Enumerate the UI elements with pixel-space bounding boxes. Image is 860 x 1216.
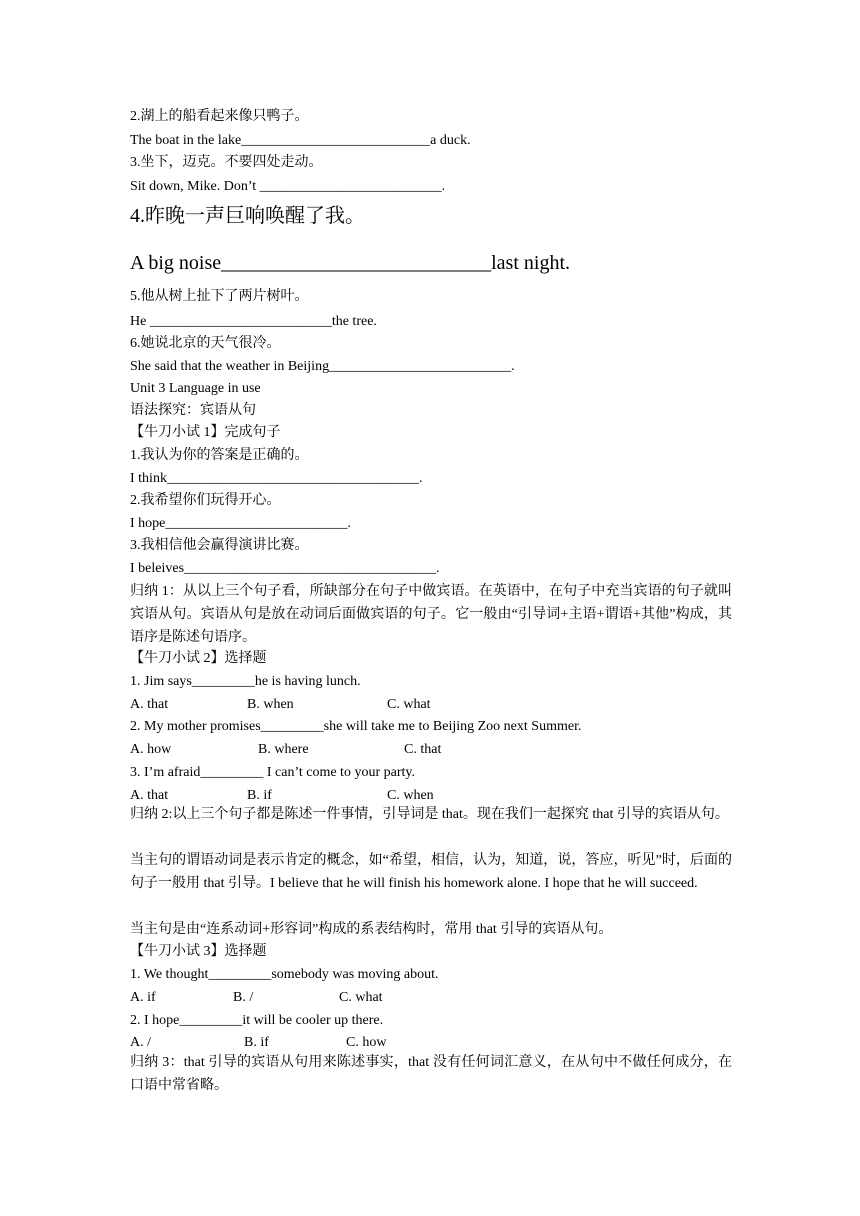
practice-3-q1-option-a: A. if xyxy=(130,990,156,1005)
practice-3-heading: 【牛刀小试 3】选择题 xyxy=(130,944,267,959)
practice-3-q2-option-c: C. how xyxy=(346,1035,387,1050)
summary-2-rule-1: 当主句的谓语动词是表示肯定的概念，如“希望，相信，认为，知道，说，答应，听见”时，后面的句子一般用 that 引导。I believe that he will finish his homework alone. I hope that he will succeed. xyxy=(130,853,732,891)
summary-2: 归纳 2:以上三个句子都是陈述一件事情，引导词是 that。现在我们一起探究 that 引导的宾语从句。 xyxy=(130,807,729,822)
grammar-heading: 语法探究：宾语从句 xyxy=(130,403,256,418)
practice-1-item-1-english: I think____________________________________. xyxy=(130,471,423,486)
practice-3-q2-option-b: B. if xyxy=(244,1035,269,1050)
question-5-english: He __________________________the tree. xyxy=(130,314,377,329)
question-4-english: A big noise___________________________last night. xyxy=(130,252,570,274)
practice-2-q1-option-a: A. that xyxy=(130,697,169,712)
question-4-chinese: 4.昨晚一声巨响唤醒了我。 xyxy=(130,205,365,227)
practice-2-q1-option-b: B. when xyxy=(247,697,294,712)
practice-2-question-1: 1. Jim says_________he is having lunch. xyxy=(130,674,361,689)
practice-2-q2-option-c: C. that xyxy=(404,742,442,757)
question-3-english: Sit down, Mike. Don’t __________________________. xyxy=(130,179,446,194)
practice-1-item-2-english: I hope__________________________. xyxy=(130,516,351,531)
practice-2-heading: 【牛刀小试 2】选择题 xyxy=(130,651,267,666)
practice-2-q1-option-c: C. what xyxy=(387,697,431,712)
practice-3-question-1: 1. We thought_________somebody was moving about. xyxy=(130,967,439,982)
question-2-chinese: 2.湖上的船看起来像只鸭子。 xyxy=(130,109,309,124)
practice-2-q2-option-a: A. how xyxy=(130,742,172,757)
question-6-english: She said that the weather in Beijing__________________________. xyxy=(130,359,515,374)
practice-2-q2-option-b: B. where xyxy=(258,742,309,757)
practice-2-q3-option-c: C. when xyxy=(387,788,434,803)
practice-2-q3-option-b: B. if xyxy=(247,788,272,803)
summary-1: 归纳 1：从以上三个句子看，所缺部分在句子中做宾语。在英语中，在句子中充当宾语的句子就叫宾语从句。宾语从句是放在动词后面做宾语的句子。它一般由“引导词+主语+谓语+其他”构成，其语序是陈述句语序。 xyxy=(130,584,732,645)
practice-1-item-3-chinese: 3.我相信他会赢得演讲比赛。 xyxy=(130,538,309,553)
practice-1-item-2-chinese: 2.我希望你们玩得开心。 xyxy=(130,493,281,508)
practice-3-q1-option-c: C. what xyxy=(339,990,383,1005)
question-6-chinese: 6.她说北京的天气很冷。 xyxy=(130,336,281,351)
practice-2-question-2: 2. My mother promises_________she will take me to Beijing Zoo next Summer. xyxy=(130,719,582,734)
question-2-english: The boat in the lake___________________________a duck. xyxy=(130,133,471,148)
practice-3-question-2: 2. I hope_________it will be cooler up there. xyxy=(130,1013,384,1028)
practice-1-item-1-chinese: 1.我认为你的答案是正确的。 xyxy=(130,448,309,463)
practice-2-q3-option-a: A. that xyxy=(130,788,169,803)
practice-3-q1-option-b: B. / xyxy=(233,990,254,1005)
practice-1-heading: 【牛刀小试 1】完成句子 xyxy=(130,425,281,440)
summary-2-rule-2: 当主句是由“连系动词+形容词”构成的系表结构时，常用 that 引导的宾语从句。 xyxy=(130,922,613,937)
question-5-chinese: 5.他从树上扯下了两片树叶。 xyxy=(130,289,309,304)
practice-3-q2-option-a: A. / xyxy=(130,1035,151,1050)
question-3-chinese: 3.坐下，迈克。不要四处走动。 xyxy=(130,155,323,170)
summary-3: 归纳 3：that 引导的宾语从句用来陈述事实，that 没有任何词汇意义，在从句中不做任何成分，在口语中常省略。 xyxy=(130,1055,732,1093)
practice-2-question-3: 3. I’m afraid_________ I can’t come to your party. xyxy=(130,765,415,780)
unit-title: Unit 3 Language in use xyxy=(130,381,261,396)
practice-1-item-3-english: I beleives____________________________________. xyxy=(130,561,440,576)
